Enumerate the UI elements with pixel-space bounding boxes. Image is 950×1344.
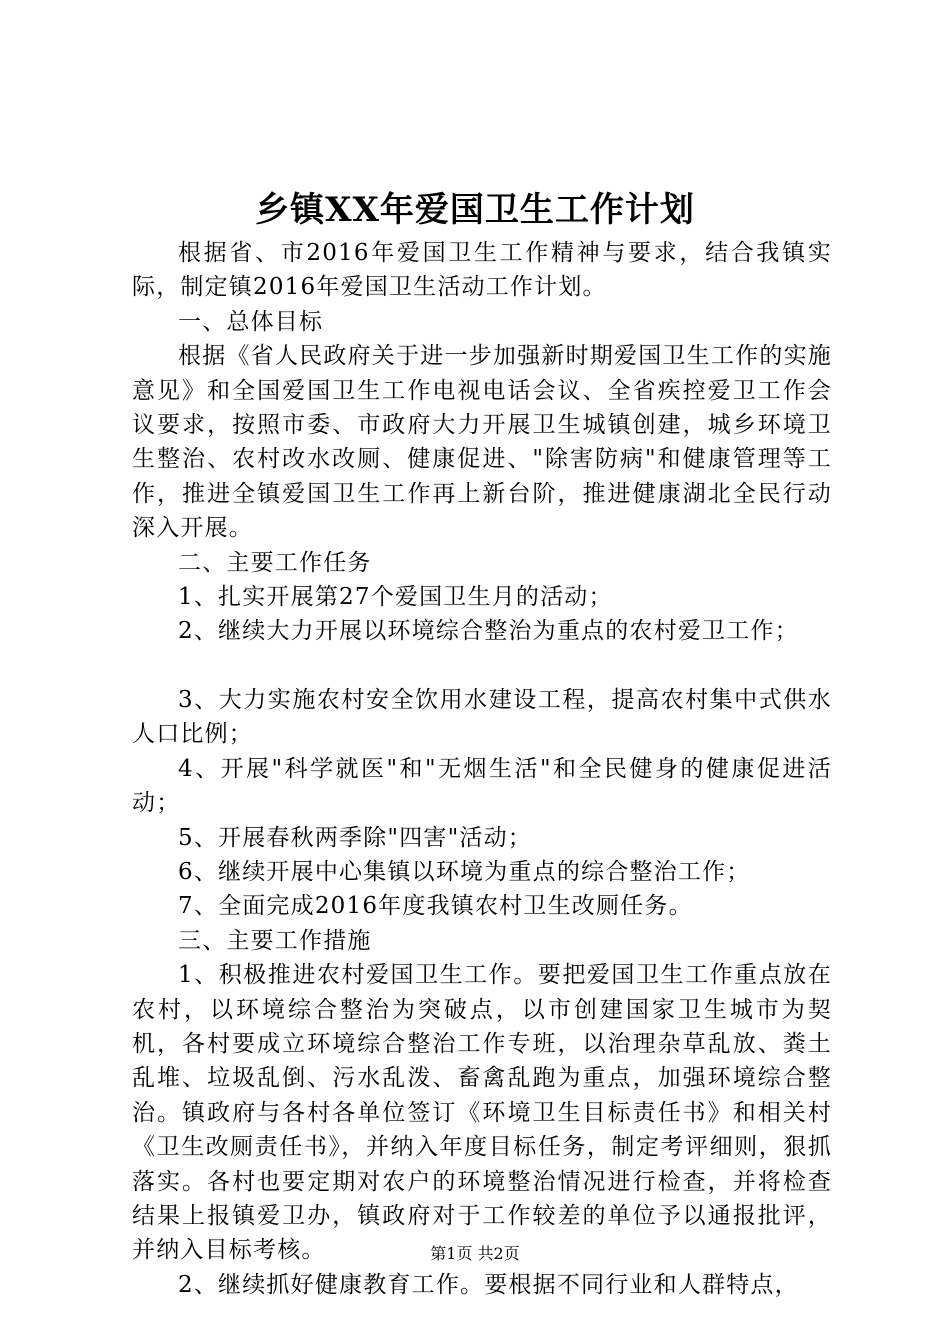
task-item-3: 3、大力实施农村安全饮用水建设工程，提高农村集中式供水人口比例； xyxy=(132,686,832,748)
task-item-6: 6、继续开展中心集镇以环境为重点的综合整治工作； xyxy=(178,858,751,885)
page-footer: 第1页 共2页 xyxy=(430,1244,520,1263)
task-item-5: 5、开展春秋两季除"四害"活动； xyxy=(178,824,532,851)
task-item-2: 2、继续大力开展以环境综合整治为重点的农村爱卫工作； xyxy=(178,618,799,645)
task-item-1: 1、扎实开展第27个爱国卫生月的活动； xyxy=(178,584,613,611)
task-item-4: 4、开展"科学就医"和"无烟生活"和全民健身的健康促进活动； xyxy=(132,755,832,817)
task-item-7: 7、全面完成2016年度我镇农村卫生改厕任务。 xyxy=(178,893,693,920)
measure-item-2: 2、继续抓好健康教育工作。要根据不同行业和人群特点， xyxy=(178,1271,799,1298)
paragraph-intro: 根据省、市2016年爱国卫生工作精神与要求，结合我镇实际，制定镇2016年爱国卫生活动工作计划。 xyxy=(132,240,832,301)
measure-item-1: 1、积极推进农村爱国卫生工作。要把爱国卫生工作重点放在农村，以环境综合整治为突破点，以市创建国家卫生城市为契机，各村要成立环境综合整治工作专班，以治理杂草乱放、粪土乱堆、垃圾乱倒、污水乱泼、畜禽乱跑为重点，加强环境综合整治。镇政府与各村各单位签订《环境卫生目标责任书》和相关村《卫生改厕责任书》，并纳入年度目标任务，制定考评细则，狠抓落实。各村也要定期对农户的环境整治情况进行检查，并将检查结果上报镇爱卫办，镇政府对于工作较差的单位予以通报批评，并纳入目标考核。 xyxy=(132,962,832,1264)
section-heading-1: 一、总体目标 xyxy=(178,308,324,335)
document-body xyxy=(132,236,832,1302)
document-title: 乡镇XX年爱国卫生工作计划 xyxy=(255,190,695,230)
paragraph-goal: 根据《省人民政府关于进一步加强新时期爱国卫生工作的实施意见》和全国爱国卫生工作电视电话会议、全省疾控爱卫工作会议要求，按照市委、市政府大力开展卫生城镇创建，城乡环境卫生整治、农村改水改厕、健康促进、"除害防病"和健康管理等工作，推进全镇爱国卫生工作再上新台阶，推进健康湖北全民行动深入开展。 xyxy=(132,343,832,542)
section-heading-2: 二、主要工作任务 xyxy=(178,549,372,576)
section-heading-3: 三、主要工作措施 xyxy=(178,927,372,954)
